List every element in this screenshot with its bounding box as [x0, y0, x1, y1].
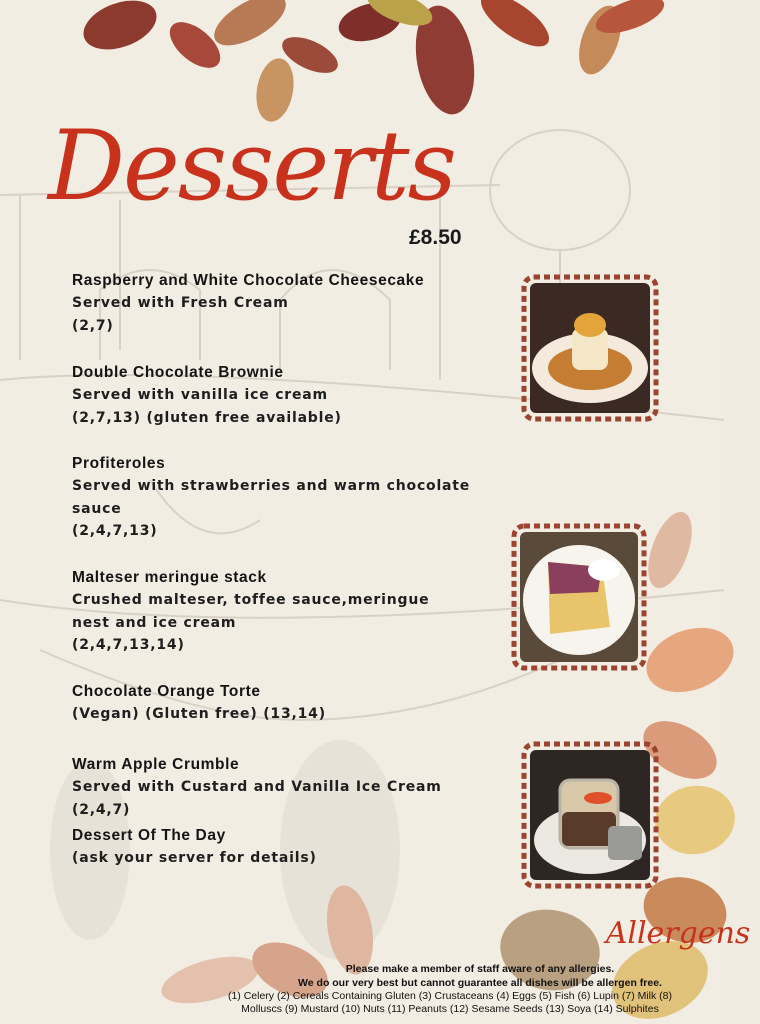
item-allergens: (2,4,7,13,14)	[72, 637, 185, 653]
item-description: Served with strawberries and warm chocolate	[72, 478, 471, 494]
price-label: £8.50	[409, 226, 462, 249]
menu-item	[72, 567, 472, 657]
item-description: Served with Fresh Cream	[72, 295, 289, 311]
dessert-photo-cheesecake	[520, 273, 660, 423]
item-allergens: (2,4,7,13)	[72, 523, 158, 539]
dessert-photo-crumble	[510, 522, 648, 672]
item-name: Dessert Of The Day	[72, 827, 226, 844]
item-name: Raspberry and White Chocolate Cheesecake	[72, 272, 425, 289]
item-allergens: (2,7,13) (gluten free available)	[72, 409, 342, 426]
dessert-photo-jar	[520, 740, 660, 890]
item-name: Warm Apple Crumble	[72, 756, 240, 773]
item-description: Served with vanilla ice cream	[72, 387, 328, 403]
item-description: sauce	[72, 500, 122, 517]
allergens-disclaimer: We do our very best but cannot guarantee all dishes will be allergen free.	[298, 977, 662, 989]
item-name: Chocolate Orange Torte	[72, 683, 261, 700]
item-allergens: (2,4,7)	[72, 801, 131, 818]
menu-item	[72, 362, 472, 429]
item-description: Served with Custard and Vanilla Ice Cream	[72, 779, 442, 795]
item-description: Crushed malteser, toffee sauce,meringue	[72, 592, 430, 608]
item-name: Profiteroles	[72, 455, 166, 472]
menu-item	[72, 825, 472, 870]
allergens-note: Please make a member of staff aware of any allergies.	[345, 963, 615, 975]
item-description: (ask your server for details)	[72, 850, 317, 866]
menu-item	[72, 681, 472, 726]
item-name: Double Chocolate Brownie	[72, 364, 284, 381]
menu-item	[72, 270, 472, 337]
item-description: nest and ice cream	[72, 614, 237, 631]
menu-item	[72, 754, 472, 821]
allergens-heading: Allergens	[605, 916, 751, 951]
menu-item	[72, 453, 472, 543]
allergens-list-line1: (1) Celery (2) Cereals Containing Gluten (3) Crustaceans (4) Eggs (5) Fish (6) Lupin (7) Milk (8)	[227, 990, 673, 1002]
allergens-list-line2: Molluscs (9) Mustard (10) Nuts (11) Peanuts (12) Sesame Seeds (13) Soya (14) Sulphites	[241, 1003, 659, 1015]
page-title: Desserts	[48, 110, 455, 222]
item-description: (Vegan) (Gluten free) (13,14)	[72, 706, 326, 722]
item-allergens: (2,7)	[72, 317, 114, 334]
item-name: Malteser meringue stack	[72, 569, 267, 586]
